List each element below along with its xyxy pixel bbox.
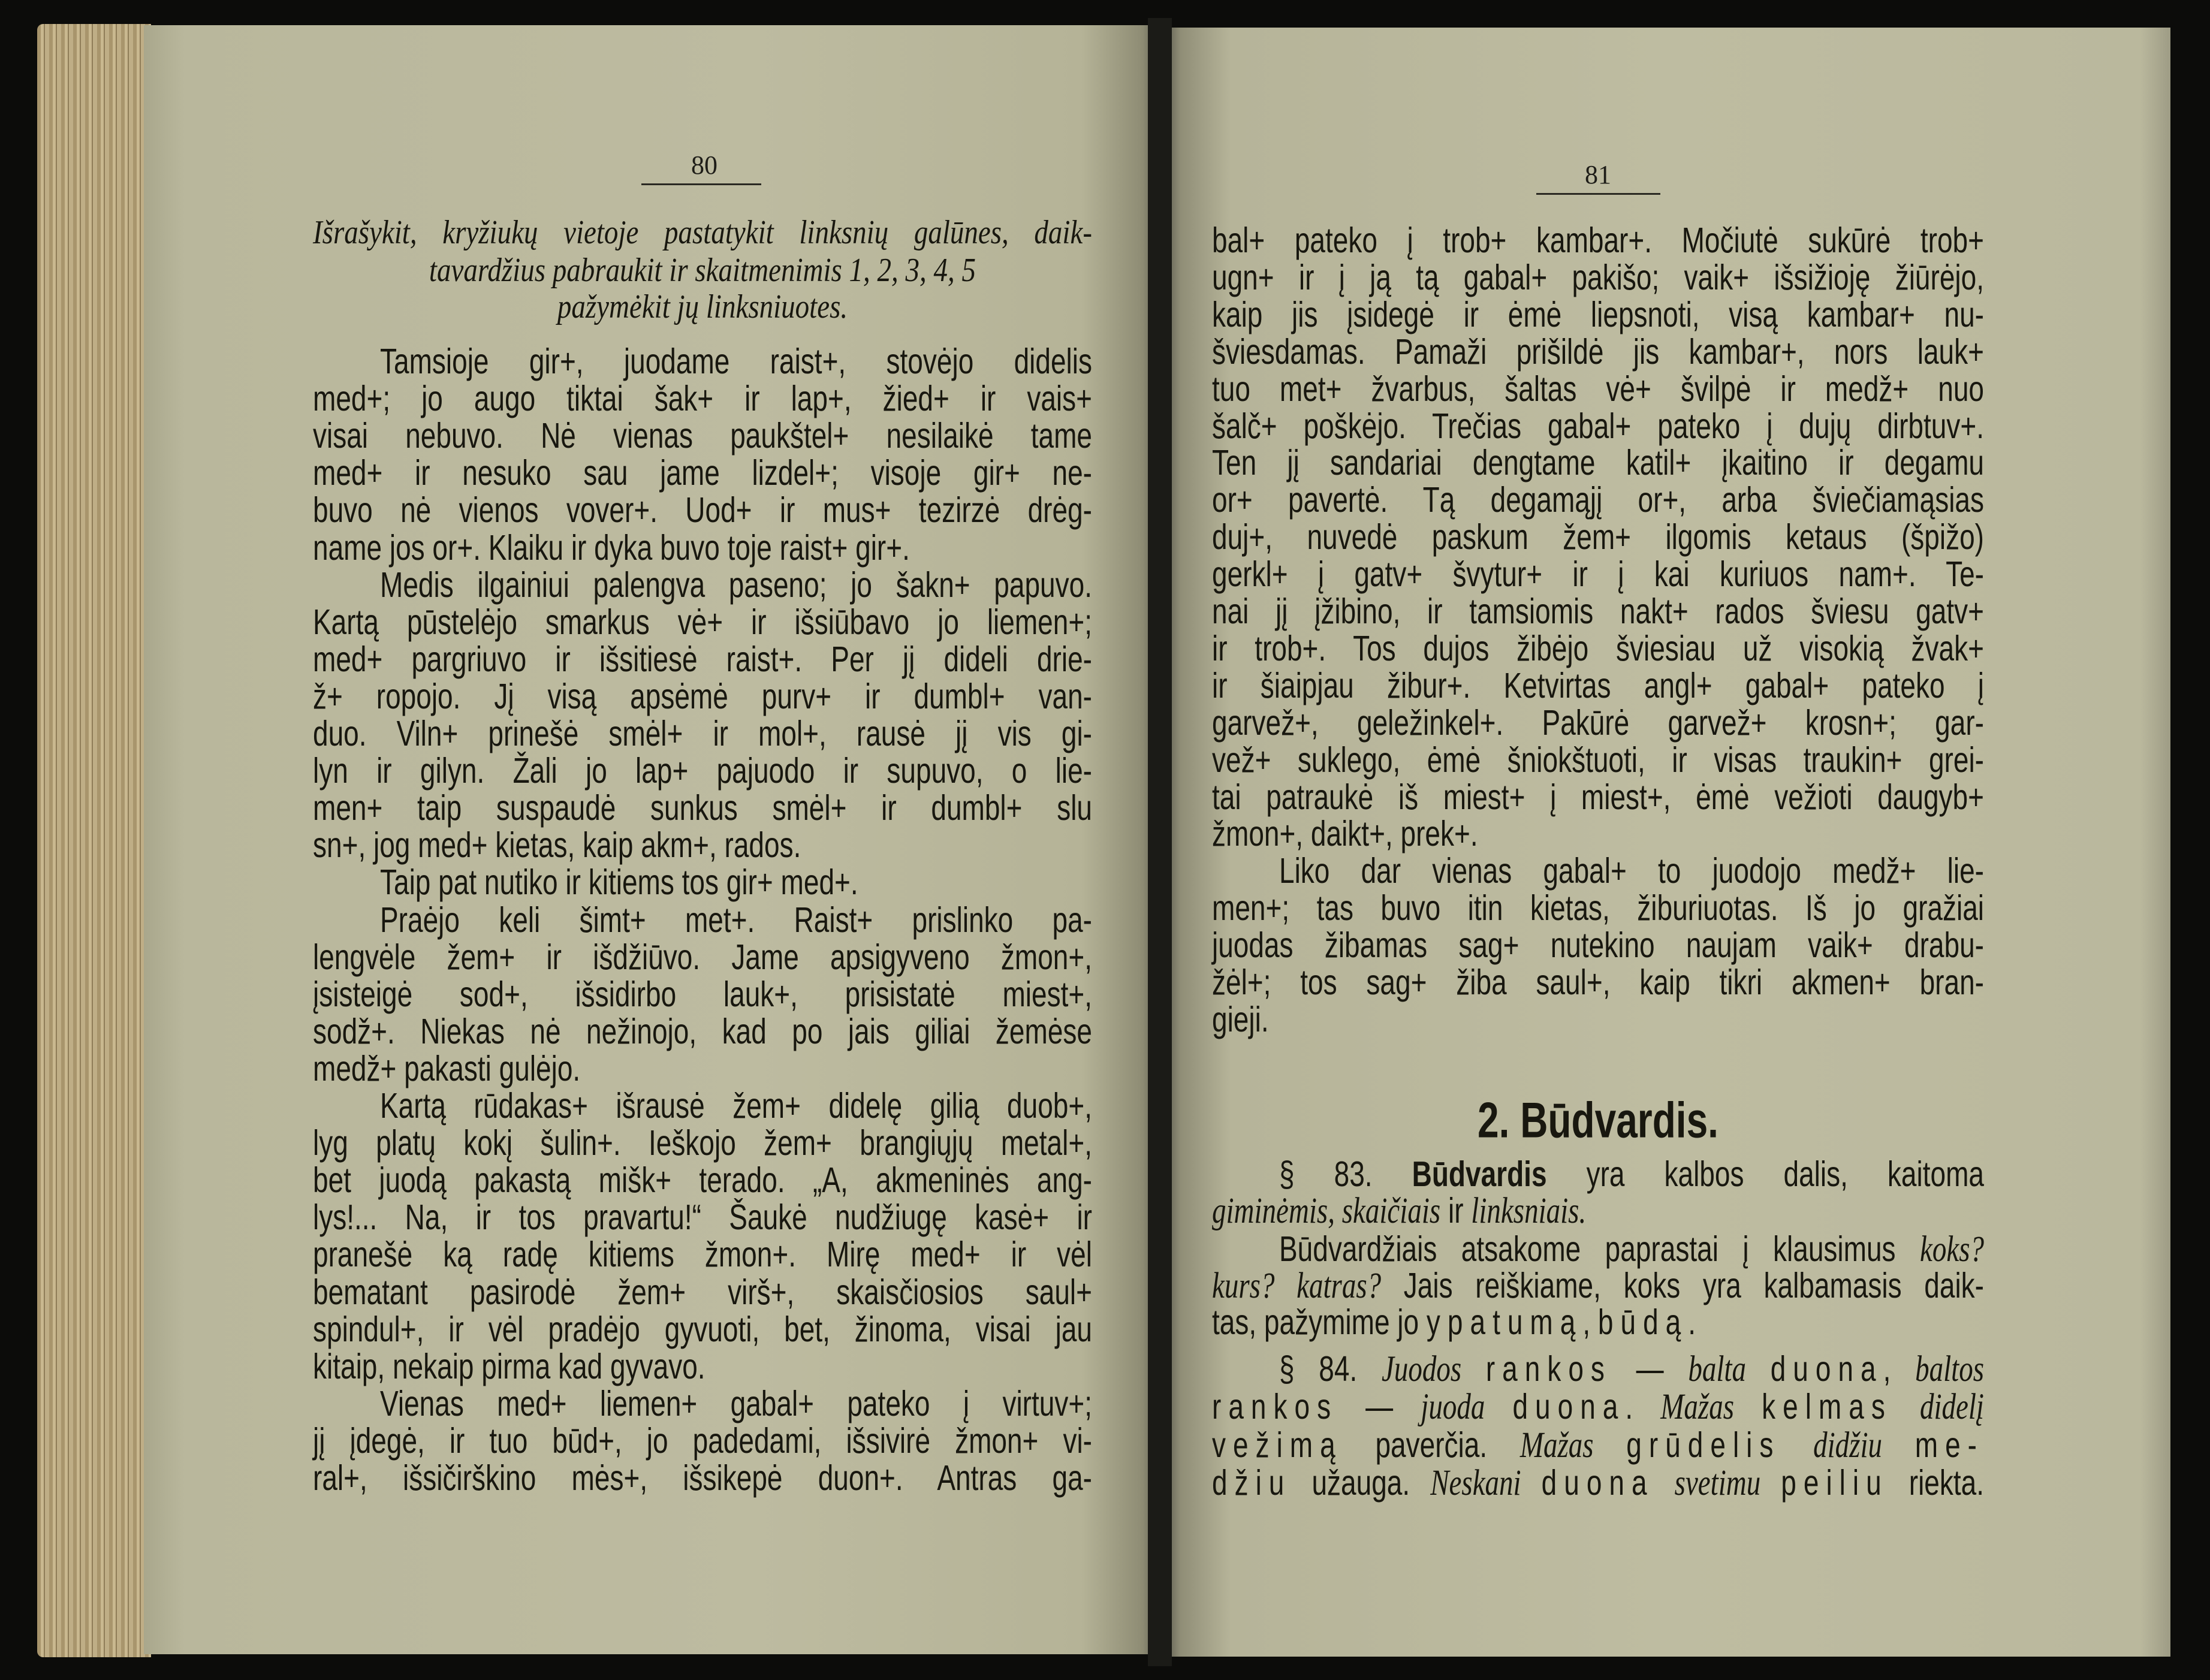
text-run: paverčia. bbox=[1342, 1424, 1520, 1465]
spaced-text: džiu bbox=[1212, 1462, 1292, 1503]
italic-text: giminėmis, skaičiais bbox=[1212, 1190, 1441, 1232]
text-line: lengvėle žem+ ir išdžiūvo. Jame apsigyveno žmon+, bbox=[313, 936, 1092, 977]
text-line: ral+, išsičirškino mės+, išsikepė duon+. Antras ga- bbox=[313, 1457, 1092, 1498]
page-number-rule-left bbox=[641, 183, 761, 185]
spaced-text: duona bbox=[1512, 1386, 1626, 1426]
text-line: medž+ pakasti gulėjo. bbox=[313, 1048, 581, 1088]
text-line: lyn ir gilyn. Žali jo lap+ pajuodo ir supuvo, o lie- bbox=[313, 750, 1092, 791]
text-line: garvež+, geležinkel+. Pakūrė garvež+ krosn+; gar- bbox=[1212, 701, 1984, 743]
text-line: Ten jį sandariai dengtame katil+ įkaitino ir degamu bbox=[1212, 442, 1984, 483]
text-line: tai patraukė iš miest+ į miest+, ėmė vežioti daugyb+ bbox=[1212, 776, 1984, 817]
text-run bbox=[1654, 1462, 1675, 1503]
spaced-text: vežimą bbox=[1212, 1424, 1343, 1465]
text-line: visai nebuvo. Nė vienas paukštel+ nesilaikė tame bbox=[313, 415, 1092, 456]
text-run: § 83. bbox=[1279, 1153, 1412, 1194]
text-line: vež+ suklego, ėmė šniokštuoti, ir visas traukin+ grei- bbox=[1212, 738, 1984, 780]
italic-text: koks? bbox=[1919, 1229, 1984, 1270]
text-line: lys!... Na, ir tos pravartu!“ Šaukė nudžiugę kasė+ ir bbox=[313, 1196, 1092, 1238]
italic-text: baltos bbox=[1915, 1349, 1985, 1390]
text-line: Kartą pūstelėjo smarkus vė+ ir išsiūbavo jo liemen+; bbox=[313, 601, 1092, 642]
text-line: įsisteigė sod+, išsidirbo lauk+, prisistatė miest+, bbox=[313, 973, 1092, 1014]
exercise-instruction-line: pažymėkit jų linksniuotes. bbox=[557, 288, 848, 326]
text-line: med+ pargriuvo ir išsitiesė raist+. Per jį dideli drie- bbox=[313, 638, 1092, 679]
text-line: Kartą rūdakas+ išrausė žem+ didelę gilią duob+, bbox=[380, 1085, 1092, 1126]
spaced-text: duona bbox=[1541, 1462, 1654, 1503]
text-line: ir trob+. Tos dujos žibėjo šviesiau už visokią žvak+ bbox=[1212, 628, 1984, 668]
text-line: duj+, nuvedė paskum žem+ ilgomis ketaus (špižo) bbox=[1212, 516, 1984, 557]
text-line: Medis ilgainiui palengva paseno; jo šakn+ papuvo. bbox=[380, 563, 1092, 605]
text-run bbox=[1760, 1462, 1781, 1503]
text-line: pranešė ką radę kitiems žmon+. Mirę med+ ir vėl bbox=[313, 1233, 1092, 1275]
exercise-instruction-line: tavardžius pabraukit ir skaitmenimis 1, 2, 3, 4, 5 bbox=[429, 251, 976, 289]
text-line: šalč+ poškėjo. Trečias gabal+ pateko į dujų dirbtuv+. bbox=[1212, 405, 1984, 446]
text-run: , bbox=[1883, 1348, 1916, 1389]
text-line: kitaip, nekaip pirma kad gyvavo. bbox=[313, 1345, 705, 1386]
text-line: lyg platų kokį šulin+. Ieškojo žem+ brangiųjų metal+, bbox=[313, 1122, 1092, 1163]
spaced-text: me- bbox=[1914, 1424, 1985, 1465]
section-heading: 2. Būdvardis. bbox=[1478, 1092, 1718, 1148]
text-run: — bbox=[1338, 1386, 1421, 1426]
text-line: ugn+ ir į ją tą gabal+ pakišo; vaik+ išsižioję žiūrėjo, bbox=[1212, 257, 1984, 297]
text-run: — bbox=[1611, 1348, 1689, 1389]
section-text-line bbox=[1212, 1298, 1984, 1346]
spaced-text: ypatumą bbox=[1426, 1301, 1583, 1342]
text-run: tas, pažymime jo bbox=[1212, 1301, 1427, 1342]
text-line: gerkl+ į gatv+ švytur+ ir į kai kuriuos nam+. Te- bbox=[1212, 553, 1984, 594]
spaced-text: kelmas bbox=[1762, 1386, 1892, 1426]
italic-text: didelį bbox=[1919, 1386, 1984, 1428]
exercise-instruction-line: Išrašykit, kryžiukų vietoje pastatykit linksnių galūnes, daik- bbox=[313, 213, 1092, 252]
text-line: buvo nė vienos vover+. Uod+ ir mus+ tezirzė drėg- bbox=[313, 489, 1092, 530]
spaced-text: rankos bbox=[1212, 1386, 1338, 1426]
italic-text: didžiu bbox=[1813, 1425, 1883, 1466]
text-run: riekta. bbox=[1888, 1462, 1985, 1503]
text-line: bet juodą pakastą mišk+ terado. „A, akmeninės ang- bbox=[313, 1159, 1092, 1200]
spaced-text: grūdelis bbox=[1626, 1424, 1781, 1465]
text-line: or+ pavertė. Tą degamąjį or+, arba šviečiamąsias bbox=[1212, 479, 1984, 520]
text-line: kaip jis įsidegė ir ėmė liepsnoti, visą kambar+ nu- bbox=[1212, 293, 1984, 334]
text-line: spindul+, ir vėl pradėjo gyvuoti, bet, žinoma, visai jau bbox=[313, 1308, 1092, 1349]
text-run: Jais reiškiame, koks yra kalbamasis daik- bbox=[1381, 1265, 1984, 1305]
text-line: med+ ir nesuko sau jame lizdel+; visoje gir+ ne- bbox=[313, 452, 1092, 493]
bold-term: Būdvardis bbox=[1412, 1153, 1547, 1194]
spaced-text: peiliu bbox=[1781, 1462, 1889, 1503]
text-line: name jos or+. Klaiku ir dyka buvo toje raist+ gir+. bbox=[313, 526, 910, 568]
text-line: juodas žibamas sag+ nutekino naujam vaik+ drabu- bbox=[1212, 924, 1984, 965]
book-gutter bbox=[1148, 18, 1172, 1666]
text-run: , bbox=[1582, 1301, 1598, 1342]
text-run: . bbox=[1625, 1386, 1661, 1426]
italic-text: Mažas bbox=[1660, 1386, 1735, 1428]
section-text-line bbox=[1212, 1458, 1984, 1507]
text-line: žėl+; tos sag+ žiba saul+, kaip tikri akmen+ bran- bbox=[1212, 961, 1984, 1002]
text-run: yra kalbos dalis, kaitoma bbox=[1546, 1153, 1984, 1194]
italic-text: Neskani bbox=[1430, 1462, 1521, 1504]
text-line: men+ taip suspaudė sunkus smėl+ ir dumbl+ slu bbox=[313, 787, 1092, 828]
text-line: šviesdamas. Pamaži prišildė jis kambar+, nors lauk+ bbox=[1212, 330, 1984, 372]
text-line: sn+, jog med+ kietas, kaip akm+, rados. bbox=[313, 824, 801, 865]
text-line: Taip pat nutiko ir kitiems tos gir+ med+. bbox=[380, 861, 858, 903]
text-line: Vienas med+ liemen+ gabal+ pateko į virtuv+; bbox=[380, 1382, 1092, 1423]
text-line: jį įdegė, ir tuo būd+, jo padedami, išsivirė žmon+ vi- bbox=[313, 1420, 1092, 1461]
text-line: ir šiaipjau žibur+. Ketvirtas angl+ gabal+ pateko į bbox=[1212, 664, 1984, 705]
italic-text: kurs? katras? bbox=[1212, 1265, 1382, 1307]
text-line: duo. Viln+ prinešė smėl+ ir mol+, rausė jį vis gi- bbox=[313, 713, 1092, 753]
spaced-text: rankos bbox=[1485, 1348, 1612, 1389]
text-run: Būdvardžiais atsakome paprastai į klausimus bbox=[1279, 1228, 1920, 1269]
page-number-right: 81 bbox=[1585, 160, 1611, 189]
text-line: sodž+. Niekas nė nežinojo, kad po jais giliai žemėse bbox=[313, 1010, 1092, 1051]
italic-text: juoda bbox=[1421, 1386, 1485, 1428]
text-run bbox=[1521, 1462, 1542, 1503]
text-line: nai jį įžibino, ir tamsiomis nakt+ rados šviesu gatv+ bbox=[1212, 590, 1984, 631]
page-edges-stack bbox=[37, 24, 151, 1657]
text-line: tuo met+ žvarbus, šaltas vė+ švilpė ir medž+ nuo bbox=[1212, 367, 1984, 409]
text-line: gieji. bbox=[1212, 999, 1269, 1039]
text-run: ir bbox=[1440, 1190, 1472, 1230]
text-line: bal+ pateko į trob+ kambar+. Močiutė sukūrė trob+ bbox=[1212, 219, 1984, 260]
text-line: bematant pasirodė žem+ virš+, skaisčiosios saul+ bbox=[313, 1271, 1092, 1312]
spaced-text: duona bbox=[1770, 1348, 1883, 1389]
italic-text: balta bbox=[1688, 1349, 1746, 1390]
page-number-rule-right bbox=[1536, 193, 1660, 195]
italic-text: Juodos bbox=[1381, 1349, 1462, 1390]
text-line: ž+ ropojo. Jį visą apsėmė purv+ ir dumbl+ van- bbox=[313, 675, 1092, 716]
italic-text: Mažas bbox=[1519, 1425, 1594, 1466]
spaced-text: būdą bbox=[1597, 1301, 1689, 1342]
page-number-left: 80 bbox=[691, 150, 717, 180]
text-run: § 84. bbox=[1279, 1348, 1382, 1389]
text-run: . bbox=[1688, 1301, 1696, 1342]
italic-text: svetimu bbox=[1674, 1462, 1761, 1504]
text-line: men+; tas buvo itin kietas, žiburiuotas. Iš jo gražiai bbox=[1212, 887, 1984, 928]
text-line: Liko dar vienas gabal+ to juodojo medž+ lie- bbox=[1279, 850, 1984, 891]
text-line: Tamsioje gir+, juodame raist+, stovėjo didelis bbox=[380, 340, 1092, 381]
text-line: Praėjo keli šimt+ met+. Raist+ prislinko pa- bbox=[380, 898, 1092, 940]
italic-text: linksniais. bbox=[1471, 1190, 1587, 1232]
text-line: žmon+, daikt+, prek+. bbox=[1212, 813, 1478, 854]
text-line: med+; jo augo tiktai šak+ ir lap+, žied+ ir vais+ bbox=[313, 378, 1092, 418]
text-run: užauga. bbox=[1291, 1462, 1431, 1503]
